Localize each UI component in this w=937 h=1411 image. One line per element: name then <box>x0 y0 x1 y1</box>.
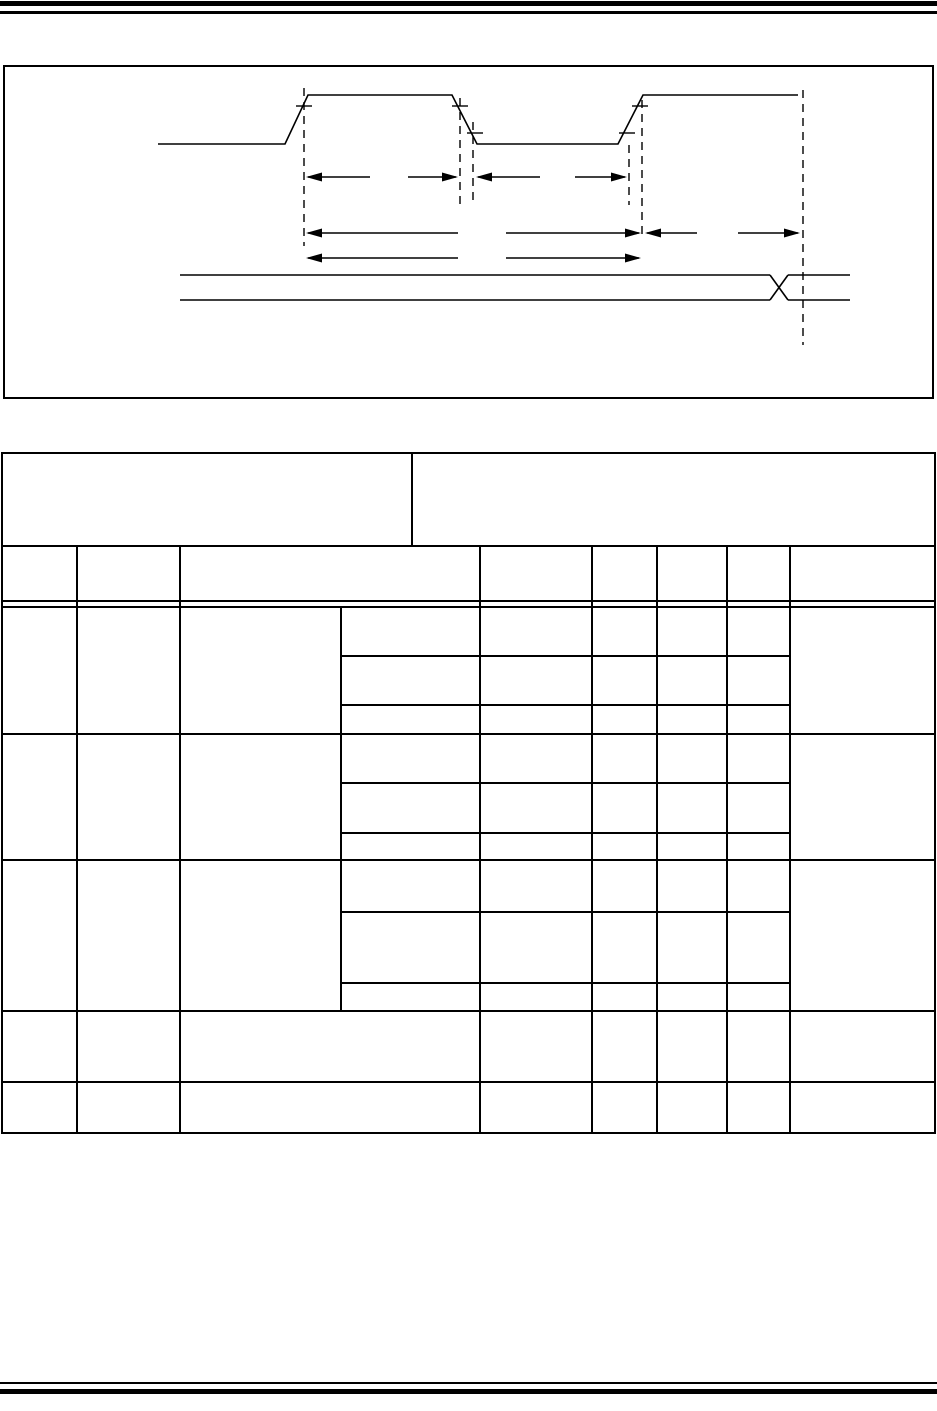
table-row-line <box>2 859 935 861</box>
table-column-line <box>179 546 181 1133</box>
table-subrow-line <box>341 911 790 913</box>
table-border-top <box>1 452 936 454</box>
table-subrow-line <box>341 832 790 834</box>
table-column-line <box>789 546 791 1133</box>
table-row-line <box>2 600 935 602</box>
table-header-split-line <box>411 453 413 546</box>
table-subrow-line <box>341 655 790 657</box>
table-border-left <box>1 452 3 1134</box>
table-row-line <box>2 1010 935 1012</box>
table-condition-column-line <box>340 607 342 1011</box>
table-border-right <box>934 452 936 1134</box>
page-footer-rule-thin <box>0 1382 937 1384</box>
table-column-line <box>656 546 658 1133</box>
table-row-line <box>2 733 935 735</box>
table-column-line <box>479 546 481 1133</box>
table-row-line <box>2 545 935 547</box>
table-column-line <box>726 546 728 1133</box>
table-subrow-line <box>341 982 790 984</box>
table-row-line <box>2 606 935 608</box>
table-subrow-line <box>341 782 790 784</box>
table-column-line <box>76 546 78 1133</box>
table-subrow-line <box>341 704 790 706</box>
table-row-line <box>2 1081 935 1083</box>
page-footer-rule-thick <box>0 1389 937 1394</box>
table-column-line <box>591 546 593 1133</box>
table-border-bottom <box>1 1132 936 1134</box>
